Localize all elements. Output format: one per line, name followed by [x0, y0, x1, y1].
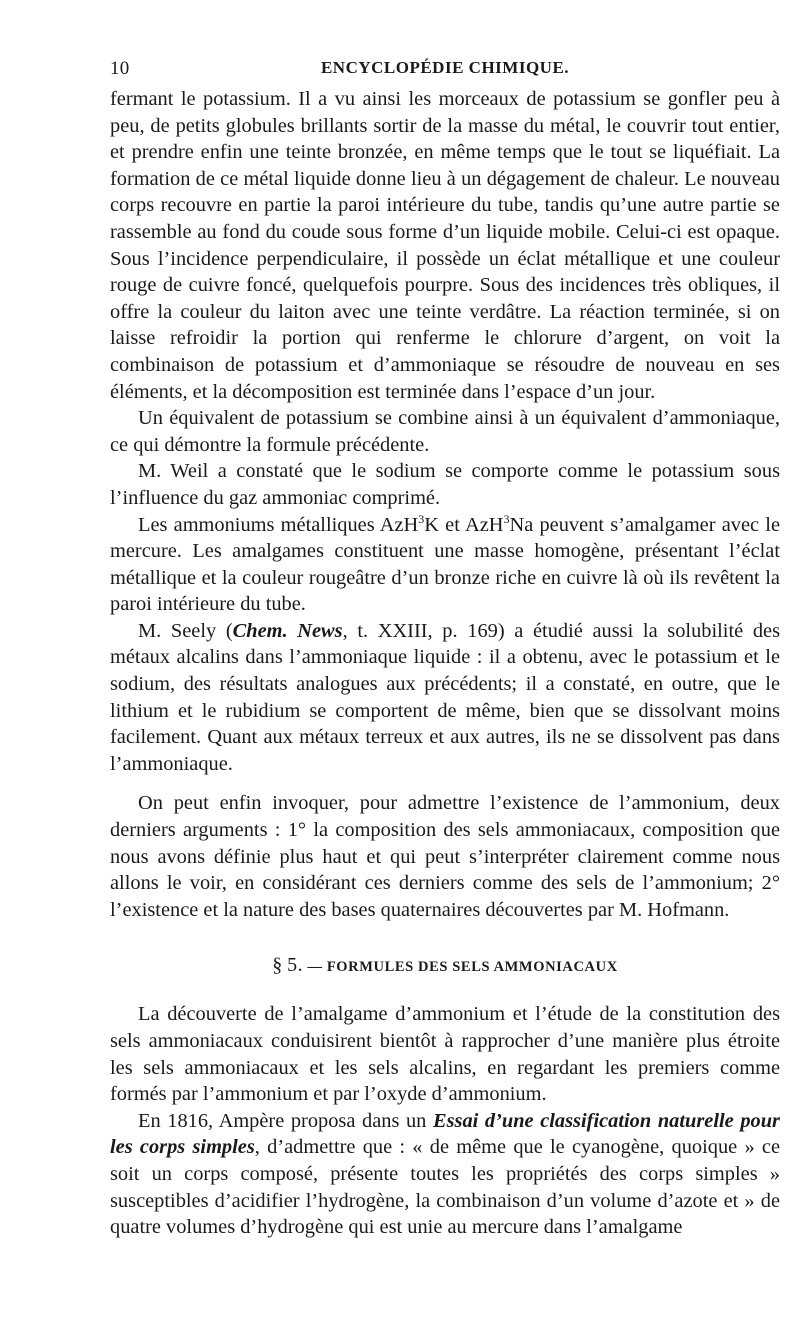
paragraph-potassium-equivalent: Un équivalent de potassium se combine ainsi à un équivalent d’ammoniaque, ce qui démontre la formule précédente.	[110, 407, 780, 456]
seely-text-post: , t. XXIII, p. 169) a étudié aussi la solubilité des métaux alcalins dans l’ammoniaque liquide : il a obtenu, avec le potassium et le sodium, des résultats analogues aux précédents; il a constaté, en outre, que le lithium et le rubidium se comportent de même, bien que se dissolvant moins facilement. Quant aux métaux terreux et aux autres, ils ne se dissolvent pas dans l’ammoniaque.	[110, 619, 781, 775]
running-head	[110, 58, 780, 86]
section-number: 5.	[287, 954, 304, 977]
seely-text-pre: M. Seely (	[138, 619, 233, 642]
running-title: ENCYCLOPÉDIE CHIMIQUE.	[320, 58, 570, 77]
ampere-text-pre: En 1816, Ampère proposa dans un	[138, 1109, 433, 1132]
document-page	[110, 58, 780, 1241]
formula-text-mid: K et AzH	[424, 513, 504, 536]
journal-title: Chem. News	[232, 619, 343, 642]
formula-text-post: Na peuvent s’amalgamer avec le mercure. Les amalgames constituent une masse homogène, présentant l’éclat métallique et la couleur rougeâtre d’un bronze riche en cuivre là où ils revêtent la paroi intérieure du tube.	[110, 513, 780, 616]
formula-subscript-2: 3	[503, 511, 510, 526]
paragraph-amalgam-discovery: La découverte de l’amalgame d’ammonium et l’étude de la constitution des sels ammoniacaux conduisirent bientôt à rapprocher d’une manière plus étroite les sels ammoniacaux et les sels alcalins, en regardant les premiers comme formés par l’ammonium et par l’oxyde d’ammonium.	[110, 1003, 780, 1106]
section-title: FORMULES DES SELS AMMONIACAUX	[326, 959, 618, 976]
paragraph-continuation: fermant le potassium. Il a vu ainsi les morceaux de potassium se gonfler peu à peu, de petits globules brillants sortir de la masse du métal, le couvrir tout entier, et prendre enfin une teinte bronzée, en même temps que le tout se liquéfiait. La formation de ce métal liquide donne lieu à un dégagement de chaleur. Le nouveau corps recouvre en partie la paroi intérieure du tube, tandis qu’une autre partie se rassemble au fond du coude sous forme d’un liquide mobile. Celui-ci est opaque. Sous l’incidence perpendiculaire, il possède un éclat métallique et une couleur rouge de cuivre foncé, quelquefois pourpre. Sous des incidences très obliques, il offre la couleur du laiton avec une teinte verdâtre. La réaction terminée, si on laisse refroidir la portion qui renferme le chlorure d’argent, on voit la combinaison de potassium et d’ammoniaque se résoudre de nouveau en ses éléments, et la décomposition est terminée dans l’espace d’un jour.	[110, 88, 780, 403]
paragraph-weil-sodium: M. Weil a constaté que le sodium se comporte comme le potassium sous l’influence du gaz ammoniac comprimé.	[110, 460, 780, 509]
section-heading	[110, 954, 780, 977]
page-number: 10	[110, 58, 130, 79]
paragraph-ampere	[110, 1108, 780, 1241]
essay-title: Essai d’une classification naturelle pour les corps simples	[110, 1109, 780, 1159]
paragraph-arguments: On peut enfin invoquer, pour admettre l’existence de l’ammonium, deux derniers arguments : 1° la composition des sels ammoniacaux, composition que nous avons définie plus haut et qui peut s’interpréter clairement comme nous allons le voir, en considérant ces derniers comme des sels de l’ammonium; 2° l’existence et la nature des bases quaternaires découvertes par M. Hofmann.	[110, 792, 780, 921]
formula-subscript-1: 3	[418, 511, 425, 526]
section-sign: §	[272, 954, 283, 977]
ampere-text-post: , d’admettre que : « de même que le cyanogène, quoique » ce soit un corps composé, présente toutes les propriétés des corps simples » susceptibles d’acidifier l’hydrogène, la combinaison d’un volume d’azote et » de quatre volumes d’hydrogène qui est unie au mercure dans l’amalgame	[110, 1136, 781, 1239]
paragraph-seely	[110, 618, 780, 778]
paragraph-ammoniums-amalgam	[110, 512, 780, 618]
section-dash: —	[307, 959, 323, 976]
formula-text-pre: Les ammoniums métalliques AzH	[138, 513, 419, 536]
